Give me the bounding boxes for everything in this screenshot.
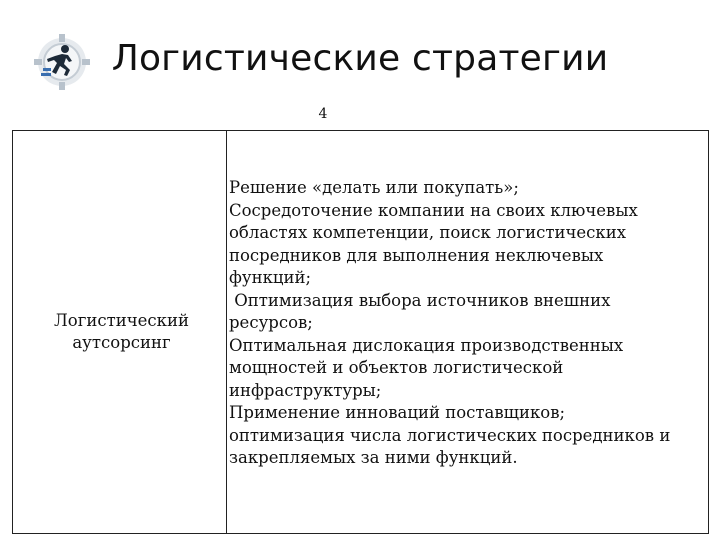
page-number: 4 bbox=[318, 106, 328, 122]
description-line: Решение «делать или покупать»; bbox=[229, 178, 519, 197]
strategy-name-text: Логистический аутсорсинг bbox=[54, 311, 189, 352]
description-line: оптимизация числа логистических посредников и bbox=[229, 425, 671, 445]
description-line: Сосредоточение компании на своих ключевых bbox=[229, 200, 638, 220]
description-line: функций; bbox=[229, 268, 312, 287]
description-line: Применение инноваций поставщиков; bbox=[229, 403, 566, 422]
table-cell-strategy-name bbox=[13, 131, 227, 533]
description-line: Оптимальная дислокация производственных bbox=[229, 335, 624, 355]
description-line: мощностей и объектов логистической bbox=[229, 358, 564, 377]
description-line: Оптимизация выбора источников внешних bbox=[229, 290, 611, 310]
strategy-table bbox=[12, 130, 709, 534]
description-line: областях компетенции, поиск логистических bbox=[229, 223, 627, 242]
table-cell-strategy-description bbox=[227, 131, 708, 533]
description-line: инфраструктуры; bbox=[229, 380, 382, 400]
description-line: закрепляемых за ними функций. bbox=[229, 448, 518, 467]
description-line: ресурсов; bbox=[229, 313, 313, 332]
description-line: посредников для выполнения неключевых bbox=[229, 245, 604, 265]
page-title: Логистические стратегии bbox=[111, 38, 609, 79]
